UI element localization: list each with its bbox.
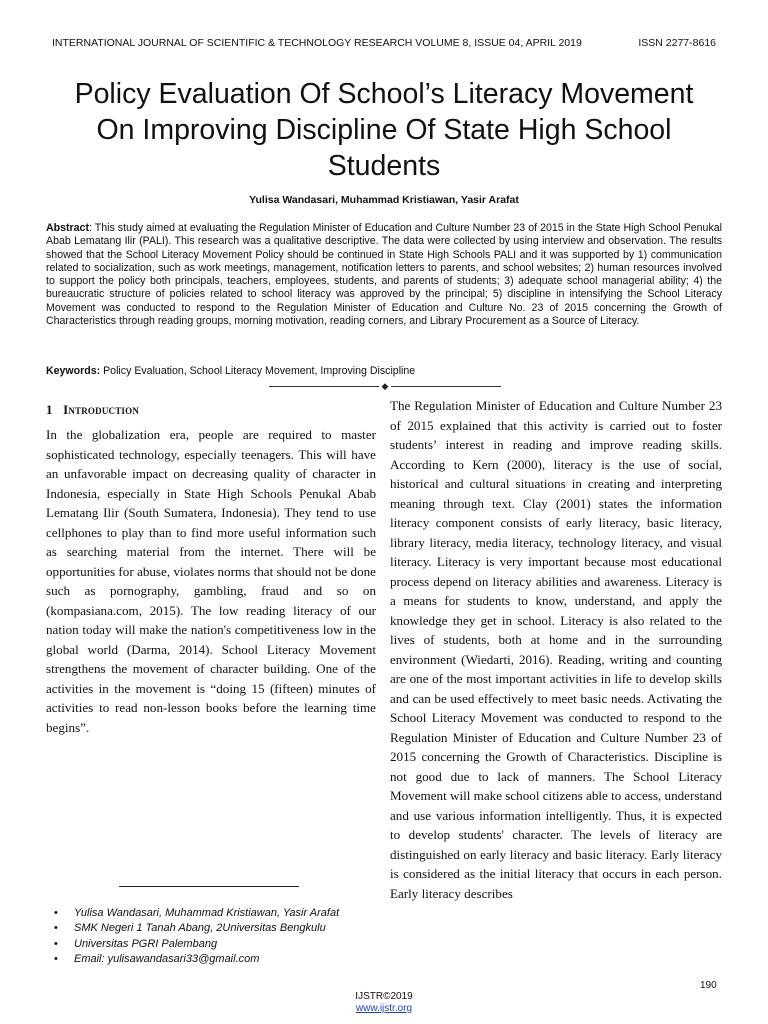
page-footer [0,991,768,1015]
separator-line [269,386,379,387]
title-line: Policy Evaluation Of School’s Literacy Movement [74,78,694,110]
footnote-item: • Email: yulisawandasari33@gmail.com [52,952,339,967]
page-number: 190 [700,980,717,991]
section-heading [46,402,139,418]
journal-name: INTERNATIONAL JOURNAL OF SCIENTIFIC & TECHNOLOGY RESEARCH VOLUME 8, ISSUE 04, APRIL 2019 [52,37,582,49]
paper-title [40,76,728,184]
keywords-label: Keywords: [46,365,101,377]
footnote-item: • Universitas PGRI Palembang [52,937,339,952]
intro-right-column: The Regulation Minister of Education and Culture Number 23 of 2015 explained that this activity is carried out to foster students’ interest in reading and improve reading skills. According to Kern (2000), literacy is the use of social, historical and cultural situations in creating and interpreting meaning through text. Clay (2001) states the information literacy component consists of early literacy, basic literacy, library literacy, media literacy, technology literacy, and visual literacy. Literacy is very important because most educational process depend on literacy abilities and awareness. Literacy is a means for students to know, understand, and apply the knowledge they get in school. Literacy is also related to the lives of students, both at home and in the surrounding environment (Wiedarti, 2016). Reading, writing and counting are one of the most important activities in life to develop skills and can be used effectively to meet basic needs. Activating the School Literacy Movement was conducted to respond to the Regulation Minister of Education and Culture Number 23 of 2015 concerning the Growth of Characteristics. Discipline is not good due to lack of manners. The School Literacy Movement will make school citizens able to access, understand and use various information intelligently. Thus, it is expected to develop students' character. The levels of literacy are distinguished on early literacy and basic literacy. Early literacy is considered as the initial literacy that occurs in each person. Early literacy describes [390,398,722,901]
footer-copyright: IJSTR©2019 [355,991,413,1002]
separator-line [391,386,501,387]
affiliation-footnotes [52,906,339,967]
intro-left-column: In the globalization era, people are required to master sophisticated technology, especially teenagers. This will have an unfavorable impact on decreasing quality of character in Indonesia, especially in State High Schools Penukal Abab Lematang Ilir (South Sumatera, Indonesia). They tend to use cellphones to play than to find more useful information such as searching material from the internet. There will be opportunities for abuse, violates norms that should not be done such as pornography, gambling, fraud and so on (kompasiana.com, 2015). The low reading literacy of our nation today will make the nation's competitiveness low in the global world (Darma, 2014). School Literacy Movement strengthens the movement of character building. One of the activities in the movement is “doing 15 (fifteen) minutes of activities to read non-lesson books before the learning time begins”. [46,427,376,735]
title-line: On Improving Discipline Of State High School [96,114,672,146]
section-separator [258,380,512,392]
running-header [52,37,716,51]
section-number: 1 [46,402,53,417]
abstract-text: : This study aimed at evaluating the Regulation Minister of Education and Culture Number 23 of 2015 in the State High School Penukal Abab Lematang Ilir (PALI). This research was a qualitative descriptive. The data were collected by using interview and observation. The results showed that the School Literacy Movement Policy should be continued in State High Schools PALI and it was supported by 1) communication related to socialization, such as work meetings, management, notification letters to parents, and school websites; 2) human resources involved to support the policy both principals, teachers, employees, students, and parents of students; 3) adequate school managerial ability; 4) the bureaucratic structure of policies related to school literacy was approved by the principal; 5) discipline in intensifying the School Literacy Movement was conducted to respond to the Regulation Minister of Education and Culture No. 23 of 2015 concerning the Growth of Characteristics through reading groups, morning motivation, reading corners, and Library Procurement as a Source of Literacy. [46,222,722,328]
journal-link[interactable]: www.ijstr.org [355,1003,413,1014]
title-line: Students [327,150,441,182]
keywords [46,365,722,377]
keywords-text: Policy Evaluation, School Literacy Movement, Improving Discipline [100,365,416,377]
issn: ISSN 2277-8616 [638,37,716,49]
separator-diamond-icon: ◆ [381,381,389,391]
author-list: Yulisa Wandasari, Muhammad Kristiawan, Yasir Arafat [249,194,519,206]
footnote-rule [119,886,299,887]
footnote-item: • Yulisa Wandasari, Muhammad Kristiawan, Yasir Arafat [52,906,339,921]
section-title: Introduction [63,402,140,417]
footnote-item: • SMK Negeri 1 Tanah Abang, 2Universitas Bengkulu [52,921,339,936]
abstract-label: Abstract [46,222,89,234]
abstract [46,222,722,328]
